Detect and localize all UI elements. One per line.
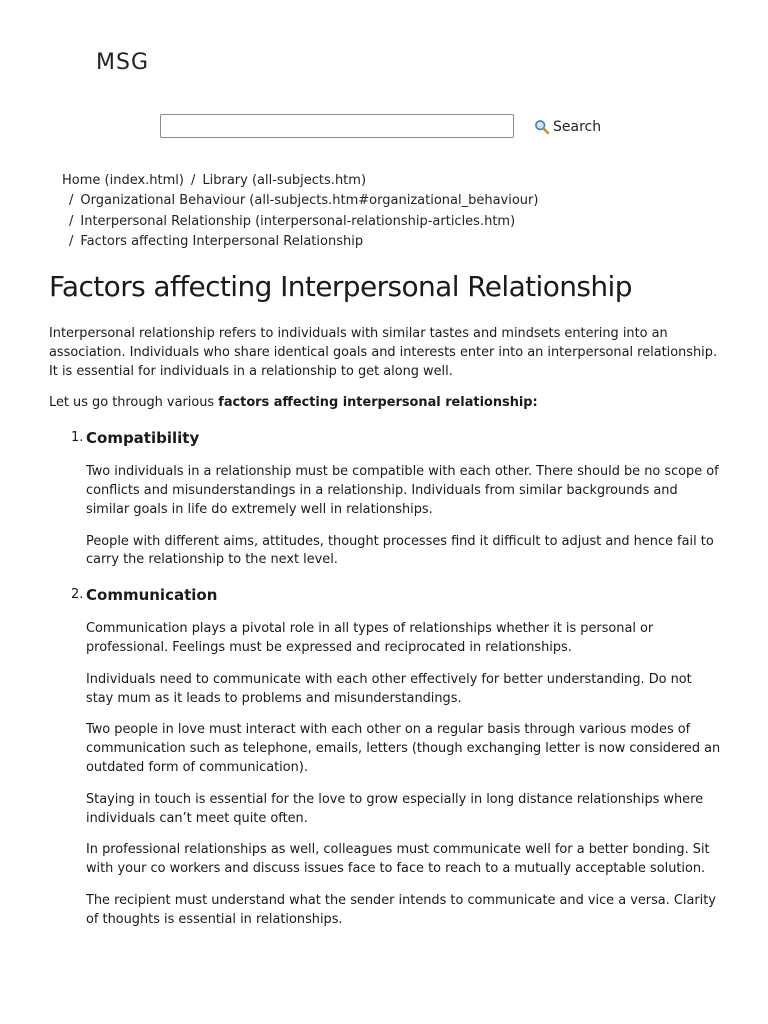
factors-list: [49, 427, 721, 929]
factor-paragraph: Individuals need to communicate with each other effectively for better understanding. Do not stay mum as it leads to problems and misunderstandings.: [86, 671, 692, 706]
list-item: [49, 584, 721, 929]
search-button-label: Search: [553, 119, 602, 135]
list-item: [49, 427, 721, 570]
lead-text: Let us go through various: [49, 395, 219, 411]
magnifier-icon: [534, 119, 550, 135]
breadcrumb-separator: /: [69, 213, 74, 229]
factor-heading: Communication: [86, 586, 218, 605]
list-number: 2.: [71, 587, 84, 603]
breadcrumb-organizational-behaviour[interactable]: Organizational Behaviour (all-subjects.htm#organizational_behaviour): [80, 193, 539, 209]
site-logo[interactable]: MSG: [96, 50, 149, 75]
breadcrumb-home[interactable]: Home (index.html): [62, 173, 184, 188]
breadcrumb-separator: /: [69, 234, 74, 250]
factor-paragraph: Staying in touch is essential for the love to grow especially in long distance relationships where individuals can’t meet quite often.: [86, 791, 704, 826]
breadcrumb-separator: /: [69, 193, 74, 209]
factor-paragraph: Two individuals in a relationship must be compatible with each other. There should be no scope of conflicts and misunderstandings in a relationship. Individuals from similar backgrounds and similar goals in life do extremely well in relationships.: [86, 464, 719, 517]
search-input[interactable]: [160, 114, 514, 138]
breadcrumb-current: Factors affecting Interpersonal Relationship: [80, 234, 364, 250]
lead-paragraph: [49, 394, 721, 413]
page-title: Factors affecting Interpersonal Relationship: [49, 270, 632, 303]
search-button[interactable]: [534, 117, 601, 137]
list-number: 1.: [71, 430, 84, 446]
intro-paragraph: Interpersonal relationship refers to individuals with similar tastes and mindsets entering into an association. Individuals who share identical goals and interests enter into an interpersonal relationship. It is essential for individuals in a relationship to get along well.: [49, 326, 718, 379]
factor-paragraph: Communication plays a pivotal role in all types of relationships whether it is personal or professional. Feelings must be expressed and reciprocated in relationships.: [86, 621, 654, 655]
breadcrumb-library[interactable]: Library (all-subjects.htm): [202, 173, 367, 188]
factor-paragraph: Two people in love must interact with each other on a regular basis through various modes of communication such as telephone, emails, letters (though exchanging letter is now considered an outdated form of communication).: [86, 722, 721, 775]
breadcrumb: [62, 171, 742, 253]
breadcrumb-separator: /: [190, 173, 196, 188]
factor-paragraph: In professional relationships as well, colleagues must communicate well for a better bonding. Sit with your co workers and discuss issues face to face to reach to a mutually acceptable solution.: [86, 842, 710, 877]
lead-bold-text: factors affecting interpersonal relationship:: [218, 395, 538, 411]
factor-heading: Compatibility: [86, 429, 200, 448]
article-body: [49, 325, 721, 943]
factor-paragraph: The recipient must understand what the sender intends to communicate and vice a versa. Clarity of thoughts is essential in relationships.: [86, 892, 716, 927]
breadcrumb-interpersonal-relationship[interactable]: Interpersonal Relationship (interpersonal-relationship-articles.htm): [80, 213, 516, 229]
factor-paragraph: People with different aims, attitudes, thought processes find it difficult to adjust and hence fail to carry the relationship to the next level.: [86, 533, 714, 568]
